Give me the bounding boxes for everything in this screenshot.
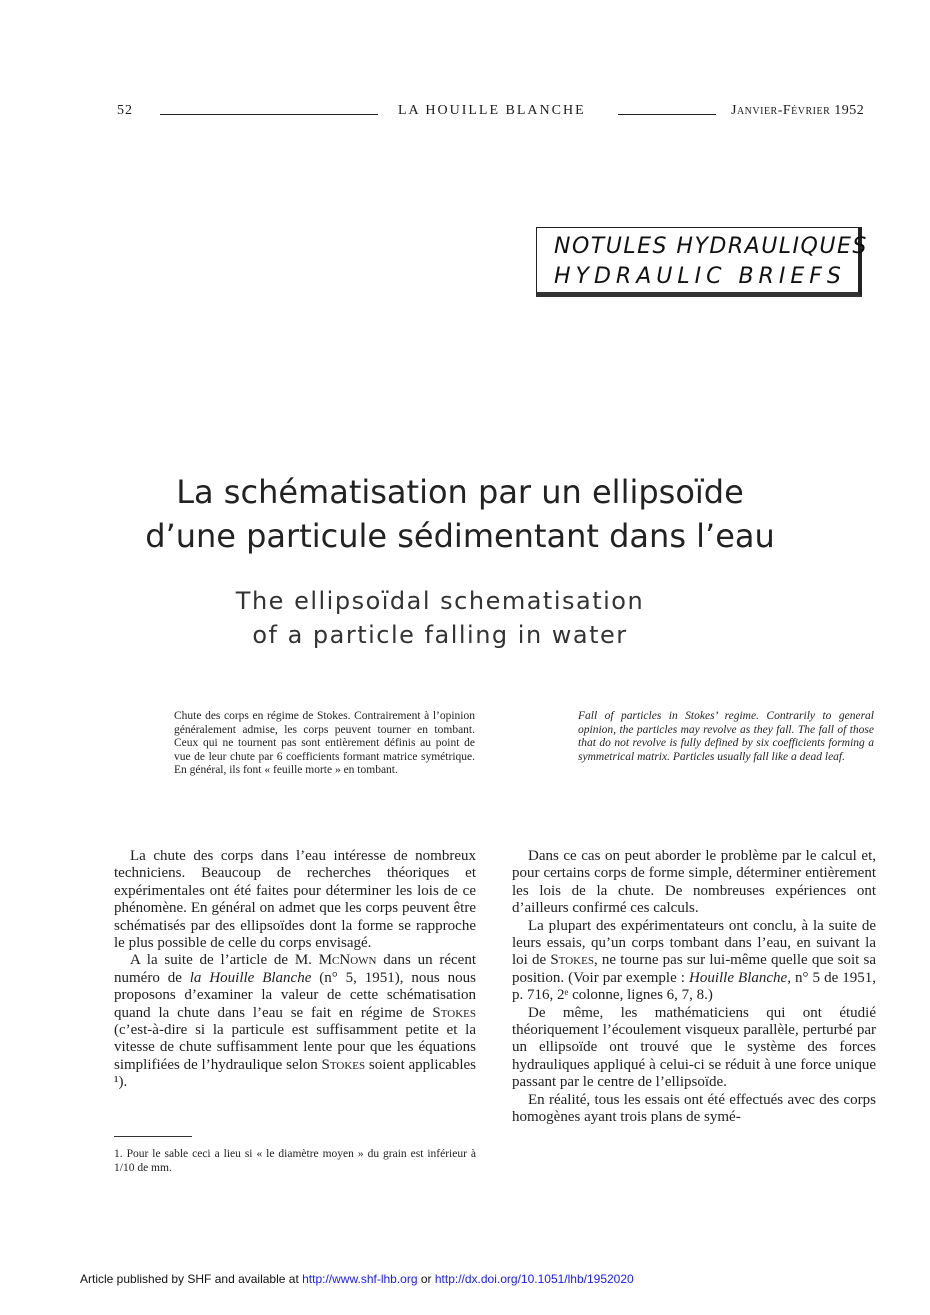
issue-date: Janvier-Février 1952: [731, 103, 865, 118]
abstract-fr: Chute des corps en régime de Stokes. Contrairement à l’opinion généralement admise, les corps peuvent tourner en tombant. Ceux qui ne tournent pas sont entièrement définis au point de vue de leur chute par 6 coefficients formant matrice symétrique. En général, ils font « feuille morte » en tombant.: [174, 710, 475, 776]
section-heading-fr: NOTULES HYDRAULIQUES: [554, 234, 868, 259]
paragraph: De même, les mathématiciens qui ont étudié théoriquement l’écoulement visqueux parallèle, perturbé par un ellipsoïde ont trouvé que le système des forces hydrauliques appliqué à celui-ci se réduit à une force unique passant par le centre de l’ellipsoïde.: [512, 1004, 876, 1091]
shf-link[interactable]: http://www.shf-lhb.org: [302, 1272, 418, 1286]
body-column-left: [114, 848, 476, 1092]
article-title-fr: [60, 470, 860, 558]
footnote: 1. Pour le sable ceci a lieu si « le diamètre moyen » du grain est inférieur à 1/10 de mm.: [114, 1148, 476, 1174]
doi-link[interactable]: http://dx.doi.org/10.1051/lhb/1952020: [434, 1272, 634, 1286]
journal-name: LA HOUILLE BLANCHE: [398, 103, 586, 118]
footnote-rule: [114, 1136, 192, 1137]
paragraph: A la suite de l’article de M. McNown dans un récent numéro de la Houille Blanche (n° 5, 1951), nous nous proposons d’examiner la valeur de cette schématisation quand la chute dans l’eau se fait en régime de Stokes (c’est-à-dire si la particule est suffisamment petite et la vitesse de chute suffisamment lente pour que les équations simplifiées de l’hydraulique selon Stokes soient applicables ¹).: [114, 952, 476, 1091]
header-rule-right: [618, 114, 716, 115]
paragraph: En réalité, tous les essais ont été effectués avec des corps homogènes ayant trois plans de symé-: [512, 1091, 876, 1126]
author-name: McNown: [318, 952, 377, 969]
article-title-en: [90, 584, 790, 652]
section-heading-box: [536, 227, 868, 297]
paragraph: Dans ce cas on peut aborder le problème par le calcul et, pour certains corps de forme simple, déterminer entièrement les lois de la chute. De nombreuses expériences ont d’ailleurs confirmé ces calculs.: [512, 848, 876, 917]
title-en-line-2: of a particle falling in water: [252, 621, 628, 649]
journal-reference: Houille Blanche: [689, 969, 788, 986]
abstract-en: Fall of particles in Stokes’ regime. Contrarily to general opinion, the particles may revolve as they fall. The fall of those that do not revolve is fully defined by six coefficients forming a symmetrical matrix. Particles usually fall like a dead leaf.: [578, 710, 874, 763]
title-fr-line-1: La schématisation par un ellipsoïde: [176, 473, 744, 511]
journal-reference: la Houille Blanche: [189, 969, 312, 986]
header-rule-left: [160, 114, 378, 115]
publisher-note: Article published by SHF and available at http://www.shf-lhb.org or http://dx.doi.org/10.1051/lhb/1952020: [80, 1272, 634, 1286]
title-en-line-1: The ellipsoïdal schematisation: [235, 587, 645, 615]
title-fr-line-2: d’une particule sédimentant dans l’eau: [145, 517, 775, 555]
body-column-right: [512, 848, 876, 1127]
page-number: 52: [117, 103, 133, 118]
section-heading-en: HYDRAULIC BRIEFS: [554, 264, 846, 289]
paragraph: La chute des corps dans l’eau intéresse de nombreux techniciens. Beaucoup de recherches théoriques et expérimentales ont été faites pour déterminer les lois de ce phénomène. En général on admet que les corps peuvent être schématisés par des ellipsoïdes dont la forme se rapproche le plus possible de celle du corps envisagé.: [114, 848, 476, 952]
paragraph: La plupart des expérimentateurs ont conclu, à la suite de leurs essais, qu’un corps tombant dans l’eau, en suivant la loi de Stokes, ne tourne pas sur lui-même quelle que soit sa position. (Voir par exemple : Houille Blanche, n° 5 de 1951, p. 716, 2ᵉ colonne, lignes 6, 7, 8.): [512, 917, 877, 1004]
